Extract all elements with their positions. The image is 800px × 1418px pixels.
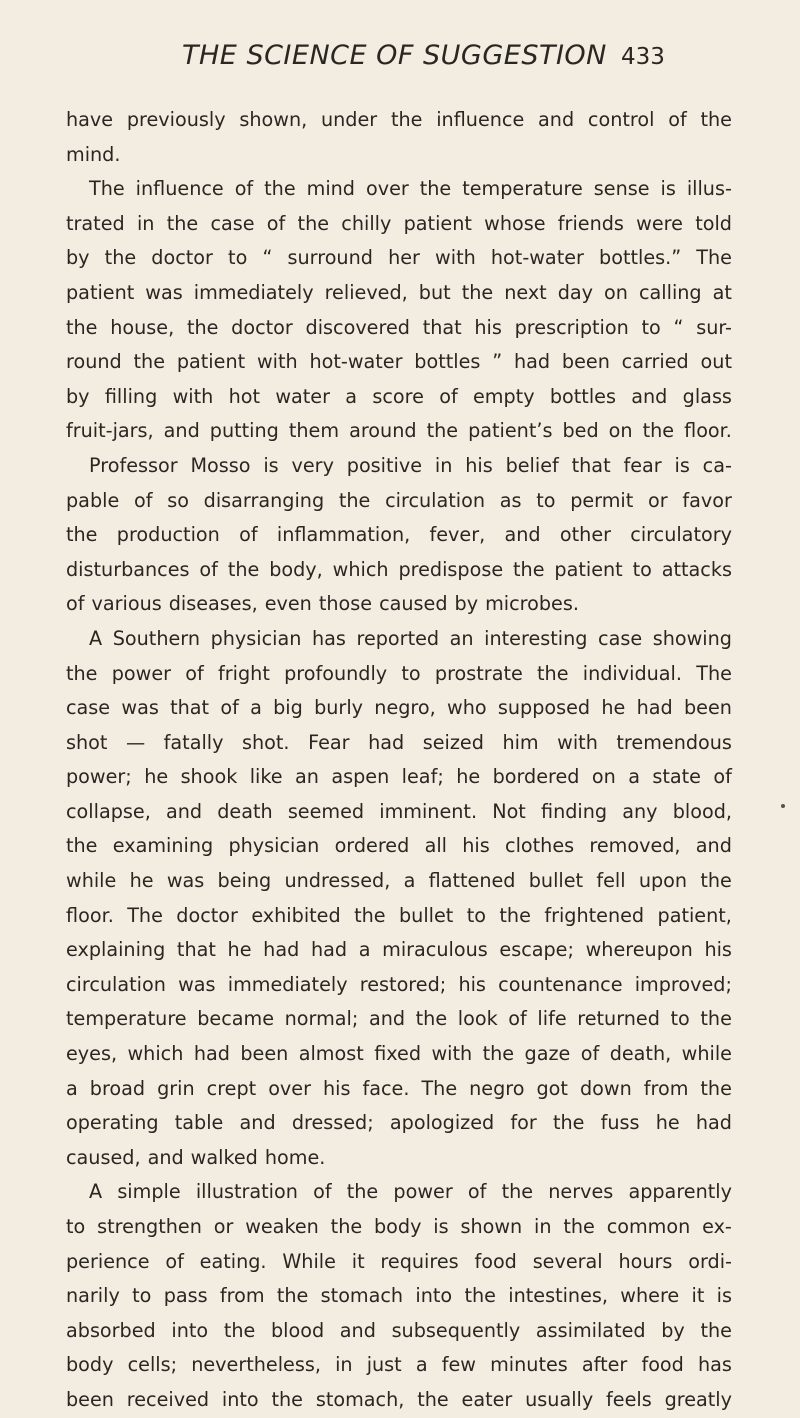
text-line: case was that of a big burly negro, who supposed he had been	[66, 696, 732, 720]
text-line: while he was being undressed, a flattened bullet fell upon the	[66, 869, 732, 893]
text-line: temperature became normal; and the look of life returned to the	[66, 1007, 732, 1031]
text-line: A Southern physician has reported an interesting case showing	[89, 626, 732, 650]
text-line: absorbed into the blood and subsequently assimilated by the	[66, 1318, 732, 1342]
text-line: perience of eating. While it requires food several hours ordi-	[66, 1249, 732, 1273]
text-line: by the doctor to “ surround her with hot-water bottles.” The	[66, 246, 732, 270]
text-line: by filling with hot water a score of empty bottles and glass	[66, 384, 732, 408]
text-line: the power of fright profoundly to prostrate the individual. The	[66, 661, 732, 685]
text-line: the production of inflammation, fever, and other circulatory	[66, 523, 732, 547]
text-line: have previously shown, under the influence and control of the	[66, 108, 732, 131]
page-number: 433	[621, 44, 665, 70]
text-line: Professor Mosso is very positive in his belief that fear is ca-	[89, 453, 732, 477]
text-line: operating table and dressed; apologized for the fuss he had	[66, 1111, 732, 1135]
margin-mark	[781, 804, 785, 808]
text-line: The influence of the mind over the temperature sense is illus-	[89, 177, 732, 201]
text-line: trated in the case of the chilly patient whose friends were told	[66, 211, 732, 235]
text-line: a broad grin crept over his face. The negro got down from the	[66, 1076, 732, 1100]
text-line: A simple illustration of the power of the nerves apparently	[89, 1180, 732, 1204]
page-header	[0, 40, 800, 80]
running-title: THE SCIENCE OF SUGGESTION	[182, 40, 607, 71]
text-line: narily to pass from the stomach into the intestines, where it is	[66, 1284, 732, 1308]
text-line: explaining that he had had a miraculous escape; whereupon his	[66, 938, 732, 962]
text-line: fruit-jars, and putting them around the patient’s bed on the floor.	[66, 419, 732, 443]
text-line: round the patient with hot-water bottles ” had been carried out	[66, 350, 732, 374]
text-line: eyes, which had been almost fixed with the gaze of death, while	[66, 1042, 732, 1066]
text-line: caused, and walked home.	[66, 1145, 326, 1169]
text-line: shot — fatally shot. Fear had seized him with tremendous	[66, 730, 732, 754]
text-line: circulation was immediately restored; his countenance improved;	[66, 972, 732, 996]
text-line: of various diseases, even those caused by microbes.	[66, 592, 579, 616]
text-line: pable of so disarranging the circulation as to permit or favor	[66, 488, 732, 512]
text-line: been received into the stomach, the eater usually feels greatly	[66, 1387, 732, 1411]
body-text	[66, 103, 732, 1418]
text-line: mind.	[66, 142, 121, 166]
text-line: disturbances of the body, which predispose the patient to attacks	[66, 557, 732, 581]
text-line: patient was immediately relieved, but the next day on calling at	[66, 280, 732, 304]
text-line: the examining physician ordered all his clothes removed, and	[66, 834, 732, 858]
text-line: body cells; nevertheless, in just a few minutes after food has	[66, 1353, 732, 1377]
text-line: floor. The doctor exhibited the bullet to the frightened patient,	[66, 903, 732, 927]
text-line: the house, the doctor discovered that his prescription to “ sur-	[66, 315, 732, 339]
text-line: to strengthen or weaken the body is shown in the common ex-	[66, 1215, 732, 1238]
text-line: collapse, and death seemed imminent. Not finding any blood,	[66, 799, 732, 823]
text-line: power; he shook like an aspen leaf; he bordered on a state of	[66, 765, 732, 789]
